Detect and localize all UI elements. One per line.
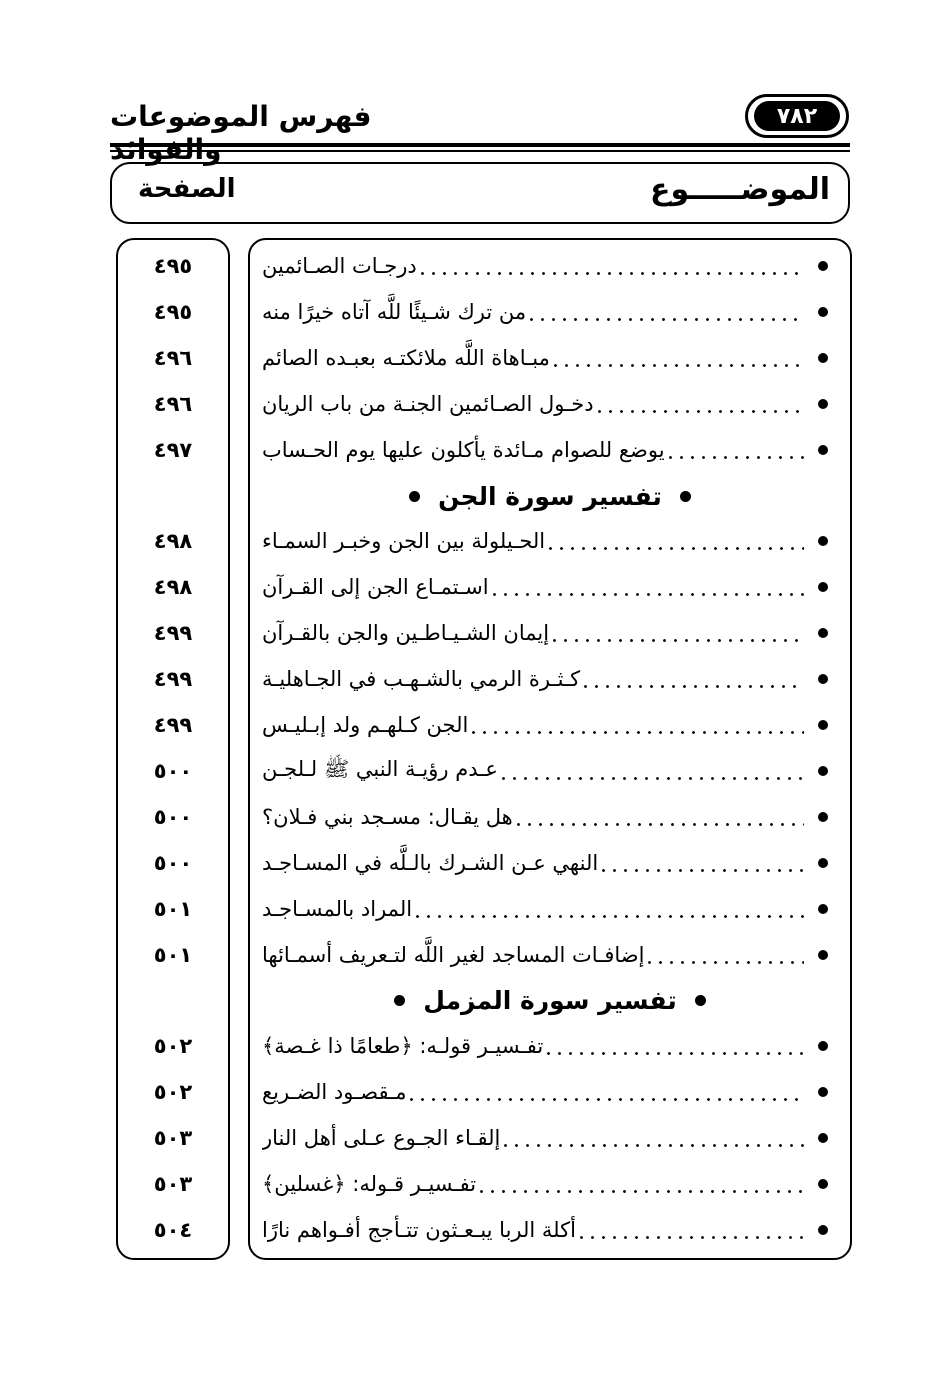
entry-page-number: ٥٠٠ <box>153 851 193 875</box>
dot-leader <box>644 961 804 964</box>
dot-leader <box>406 1098 804 1101</box>
dot-leader <box>500 1144 804 1147</box>
entry-title: دخـول الصـائمين الجنـة من باب الريان <box>262 392 594 416</box>
entry-title: من ترك شـيئًا للَّه آتاه خيرًا منه <box>262 300 527 324</box>
bullet-icon <box>818 1087 828 1097</box>
page-number: ٧٨٢ <box>754 101 840 131</box>
dot-leader <box>498 777 804 780</box>
entry-page-number: ٤٩٦ <box>153 392 193 416</box>
running-title: فهرس الموضوعات <box>110 100 372 133</box>
entry-title: الحـيلولة بين الجن وخبـر السمـاء <box>262 529 546 553</box>
entry-page-number: ٤٩٨ <box>153 575 193 599</box>
entry-title: إيمان الشـيـاطـين والجن بالقـرآن <box>262 621 550 645</box>
bullet-icon <box>818 904 828 914</box>
bullet-icon <box>818 307 828 317</box>
dot-leader <box>543 1052 804 1055</box>
dot-leader <box>489 593 804 596</box>
entry-title: مـقصـود الضـريع <box>262 1080 407 1104</box>
entry-page-number: ٥٠٤ <box>153 1218 193 1242</box>
header-rule-thin <box>110 150 850 152</box>
index-entry <box>248 1115 852 1161</box>
index-entry <box>248 381 852 427</box>
index-entry <box>248 1207 852 1253</box>
column-header-bar <box>110 162 850 224</box>
bullet-icon <box>695 995 706 1006</box>
index-entry <box>248 748 852 794</box>
dot-leader <box>594 410 804 413</box>
index-entry <box>248 518 852 564</box>
entry-page-number: ٤٩٩ <box>153 713 193 737</box>
bullet-icon <box>818 628 828 638</box>
bullet-icon <box>818 1133 828 1143</box>
entry-page-number: ٤٩٩ <box>153 667 193 691</box>
dot-leader <box>417 272 804 275</box>
entry-page-number: ٥٠٣ <box>153 1172 193 1196</box>
bullet-icon <box>394 995 405 1006</box>
index-entry <box>248 702 852 748</box>
bullet-icon <box>818 720 828 730</box>
section-heading-text: تفسير سورة المزمل <box>423 985 677 1015</box>
dot-leader <box>576 1236 804 1239</box>
bullet-icon <box>818 812 828 822</box>
dot-leader <box>476 1190 804 1193</box>
entry-title: الجن كـلهـم ولد إبـليـس <box>262 713 469 737</box>
bullet-icon <box>818 1041 828 1051</box>
index-entry <box>248 564 852 610</box>
entry-title: درجـات الصـائمين <box>262 254 417 278</box>
entry-title: أكلة الربا يبـعـثون تتـأجج أفـواهم نارًا <box>262 1218 576 1242</box>
index-entry <box>248 840 852 886</box>
bullet-icon <box>818 858 828 868</box>
entry-page-number: ٤٩٩ <box>153 621 193 645</box>
entry-title: هل يقـال: مسـجد بني فـلان؟ <box>262 805 513 829</box>
index-entry <box>248 886 852 932</box>
index-entry <box>248 610 852 656</box>
entry-title: النهي عـن الشـرك بالـلَّه في المسـاجـد <box>262 851 599 875</box>
bullet-icon <box>818 582 828 592</box>
entry-title: يوضع للصوام مـائدة يأكلون عليها يوم الحـساب <box>262 438 665 462</box>
entry-title: تفـسيـر قـوله: ﴿غسلين﴾ <box>262 1172 477 1196</box>
bullet-icon <box>818 766 828 776</box>
entry-page-number: ٥٠٢ <box>153 1034 193 1058</box>
bullet-icon <box>818 353 828 363</box>
dot-leader <box>549 639 804 642</box>
bullet-icon <box>818 261 828 271</box>
bullet-icon <box>818 399 828 409</box>
entry-page-number: ٥٠١ <box>153 943 193 967</box>
dot-leader <box>550 364 804 367</box>
entry-page-number: ٥٠٠ <box>153 805 193 829</box>
dot-leader <box>598 869 804 872</box>
entry-title: إلقـاء الجـوع عـلى أهل النار <box>262 1126 501 1150</box>
index-entry <box>248 932 852 978</box>
entry-title: إضافـات المساجد لغير اللَّه لتـعريف أسمـائها <box>262 943 645 967</box>
dot-leader <box>665 456 804 459</box>
dot-leader <box>513 823 804 826</box>
bullet-icon <box>818 950 828 960</box>
header-rule-thick <box>110 143 850 147</box>
entry-page-number: ٤٩٥ <box>153 254 193 278</box>
entry-page-number: ٥٠٢ <box>153 1080 193 1104</box>
entry-title: المراد بالمسـاجـد <box>262 897 413 921</box>
entry-title: اسـتمـاع الجن إلى القـرآن <box>262 575 489 599</box>
entry-title: مبـاهاة اللَّه ملائكتـه بعبـده الصائم <box>262 346 550 370</box>
index-entry <box>248 427 852 473</box>
index-entry <box>248 289 852 335</box>
index-entry <box>248 335 852 381</box>
entry-page-number: ٥٠٣ <box>153 1126 193 1150</box>
index-entry <box>248 794 852 840</box>
section-heading-text: تفسير سورة الجن <box>438 481 662 511</box>
entry-page-number: ٤٩٨ <box>153 529 193 553</box>
entry-title: عـدم رؤيـة النبي ﷺ لـلجـن <box>262 756 498 781</box>
section-heading <box>248 473 852 519</box>
entry-page-number: ٤٩٥ <box>153 300 193 324</box>
entry-title: كـثـرة الرمي بالشـهـب في الجـاهليـة <box>262 667 581 691</box>
bullet-icon <box>680 491 691 502</box>
bullet-icon <box>818 445 828 455</box>
section-heading <box>248 977 852 1023</box>
index-entry <box>248 1023 852 1069</box>
bullet-icon <box>818 1179 828 1189</box>
entry-page-number: ٤٩٦ <box>153 346 193 370</box>
bullet-icon <box>409 491 420 502</box>
entry-page-number: ٥٠٠ <box>153 759 193 783</box>
dot-leader <box>468 731 804 734</box>
index-entry <box>248 1161 852 1207</box>
entry-page-number: ٥٠١ <box>153 897 193 921</box>
index-entry <box>248 1069 852 1115</box>
bullet-icon <box>818 1225 828 1235</box>
entry-page-number: ٤٩٧ <box>153 438 193 462</box>
bullet-icon <box>818 674 828 684</box>
page-number-badge <box>745 94 849 138</box>
entry-title: تفـسيـر قولـه: ﴿طعامًا ذا غـصة﴾ <box>262 1034 544 1058</box>
index-entry <box>248 656 852 702</box>
dot-leader <box>526 318 804 321</box>
column-header-page: الصفحة <box>138 174 236 204</box>
index-entry <box>248 243 852 289</box>
dot-leader <box>580 685 804 688</box>
dot-leader <box>412 915 804 918</box>
bullet-icon <box>818 536 828 546</box>
dot-leader <box>545 547 804 550</box>
column-header-topic: الموضـــــوع <box>649 172 830 207</box>
